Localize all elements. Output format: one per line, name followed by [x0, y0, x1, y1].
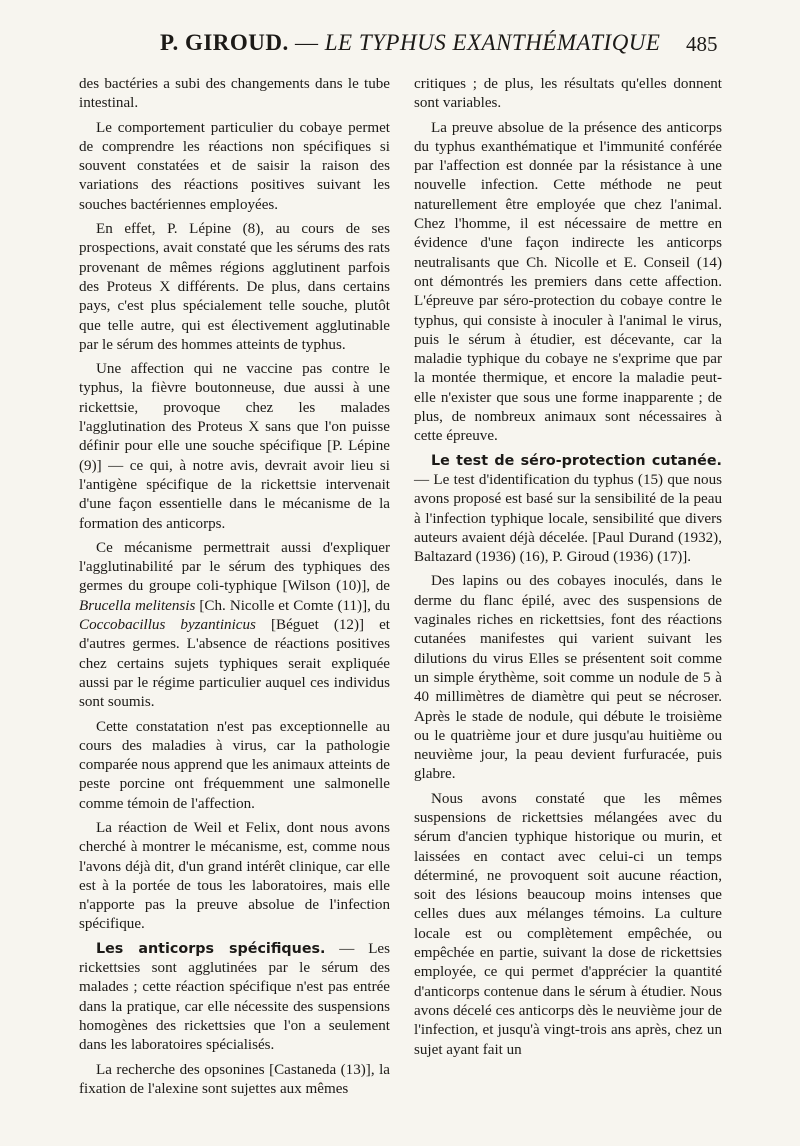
- page-number: 485: [686, 32, 718, 56]
- text-run: — Le test d'identification du typhus (15) que nous avons proposé est basé sur la sensibilité de la peau à l'infection typhique locale, sensibilité que divers auteurs avaient déjà décelée. [Paul Durand (1932), Baltazard (1936) (16), P. Giroud (1936) (17)].: [414, 471, 722, 566]
- left-column: [79, 75, 390, 1104]
- paragraph: Cette constatation n'est pas exceptionnelle au cours des maladies à virus, car la pathologie comparée nous apprend que les animaux atteints de peste porcine ont fréquemment une salmonelle comme témoin de l'affection.: [79, 718, 390, 812]
- page-header: [0, 30, 800, 66]
- running-head-dash: —: [288, 30, 325, 55]
- paragraph: Le comportement particulier du cobaye permet de comprendre les réactions non spécifiques si souvent constatées et de saisir la raison des variations des réactions positives suivant les souches bactériennes employées.: [79, 119, 390, 213]
- paragraph: [414, 452, 722, 568]
- paragraph: critiques ; de plus, les résultats qu'elles donnent sont variables.: [414, 76, 722, 112]
- paragraph: [79, 539, 390, 713]
- text-run: Ce mécanisme permettrait aussi d'expliquer l'agglutinabilité par le sérum des typhiques des germes du groupe coli-typhique [Wilson (10)], de: [79, 539, 390, 595]
- section-heading: Le test de séro-protection cutanée.: [431, 452, 722, 469]
- paragraph: La preuve absolue de la présence des anticorps du typhus exanthématique et l'immunité conférée par l'affection est donnée par la résistance à une nouvelle infection. Cette méthode ne peut naturellement être employée que chez l'animal. Chez l'homme, il est nécessaire de mettre en évidence d'une façon indirecte les anticorps neutralisants que Ch. Nicolle et E. Conseil (14) ont démontrés les premiers dans cette affection. L'épreuve par séro-protection du cobaye contre le typhus, qui consiste à inoculer à l'animal le virus, puis le sérum à étudier, est décevante, car la maladie typhique du cobaye ne s'exprime que par la montée thermique, et encore la maladie peut-elle n'exister que sous une forme inapparente ; de plus, de nombreux animaux sont nécessaires à cette épreuve.: [414, 119, 722, 445]
- paragraph: La réaction de Weil et Felix, dont nous avons cherché à montrer le mécanisme, est, comme nous l'avons déjà dit, d'un grand intérêt clinique, car elle est à la portée de tous les laboratoires, mais elle n'apporte pas la preuve absolue de l'infection spécifique.: [79, 819, 390, 933]
- running-head: [160, 30, 660, 56]
- text-run: [Ch. Nicolle et Comte (11)], du: [195, 597, 390, 614]
- paragraph: [79, 940, 390, 1056]
- species-name: Brucella melitensis: [79, 597, 196, 614]
- paragraph: Nous avons constaté que les mêmes suspensions de rickettsies mélangées avec du sérum d'ancien typhique historique ou murin, et laissées en contact avec celui-ci un temps déterminé, ne provoquent soit aucune réaction, soit des lésions beaucoup moins intenses que celles dues aux mélanges témoins. La culture locale est ou complètement empêchée, ou empêchée en partie, suivant la dose de rickettsies employée, ce qui permet d'apprécier la quantité d'anticorps contenue dans le sérum à étudier. Nous avons décelé ces anticorps dès le neuvième jour de l'infection, et jusqu'à vingt-trois ans après, chez un sujet ayant fait un: [414, 790, 722, 1058]
- right-column: [414, 75, 722, 1065]
- paragraph: La recherche des opsonines [Castaneda (13)], la fixation de l'alexine sont sujettes aux mêmes: [79, 1061, 390, 1097]
- text-run: [Béguet (12)] et d'autres germes. L'absence de réactions positives chez certains sujets typhiques serait expliquée aussi par le régime particulier auquel ces individus sont soumis.: [79, 617, 390, 711]
- paragraph: Une affection qui ne vaccine pas contre le typhus, la fièvre boutonneuse, due aussi à une rickettsie, provoque chez les malades l'agglutination des Proteus X sans que l'on puisse définir pour elle une souche spécifique [P. Lépine (9)] — ce qui, à notre avis, devrait avoir lieu si l'antigène spécifique de la rickettsie intervenait d'une façon essentielle dans le mécanisme de la formation des anticorps.: [79, 361, 390, 532]
- species-name: Coccobacillus byzantinicus: [79, 617, 256, 634]
- text-run: — Les rickettsies sont agglutinées par le sérum des malades ; cette réaction spécifique n'est pas entrée dans la pratique, car elle nécessite des suspensions homogènes des rickettsies que l'on a seulement dans les laboratoires spécialisés.: [79, 940, 391, 1054]
- paragraph: des bactéries a subi des changements dans le tube intestinal.: [79, 76, 390, 112]
- paragraph: Des lapins ou des cobayes inoculés, dans le derme du flanc épilé, avec des suspensions de vaginales riches en rickettsies, font des réactions cutanées manifestes qui varient suivant les dilutions du virus Elles se présentent soit comme un simple érythème, soit comme un nodule de 5 à 40 millimètres de diamètre qui peut se nécroser. Après le stade de nodule, qui débute le troisième ou le quatrième jour et dure jusqu'au huitième ou neuvième jour, la peau devient furfuracée, puis glabre.: [414, 573, 722, 783]
- paragraph: En effet, P. Lépine (8), au cours de ses prospections, avait constaté que les sérums des rats provenant de mêmes régions agglutinent parfois des Proteus X différents. De plus, dans certains pays, c'est plus spécialement telle souche, plutôt que telle autre, qui est électivement agglutinable par le sérum des hommes atteints de typhus.: [79, 221, 390, 353]
- running-head-title: LE TYPHUS EXANTHÉMATIQUE: [324, 30, 661, 55]
- section-heading: Les anticorps spécifiques.: [96, 940, 326, 957]
- running-head-author: P. GIROUD.: [160, 30, 289, 55]
